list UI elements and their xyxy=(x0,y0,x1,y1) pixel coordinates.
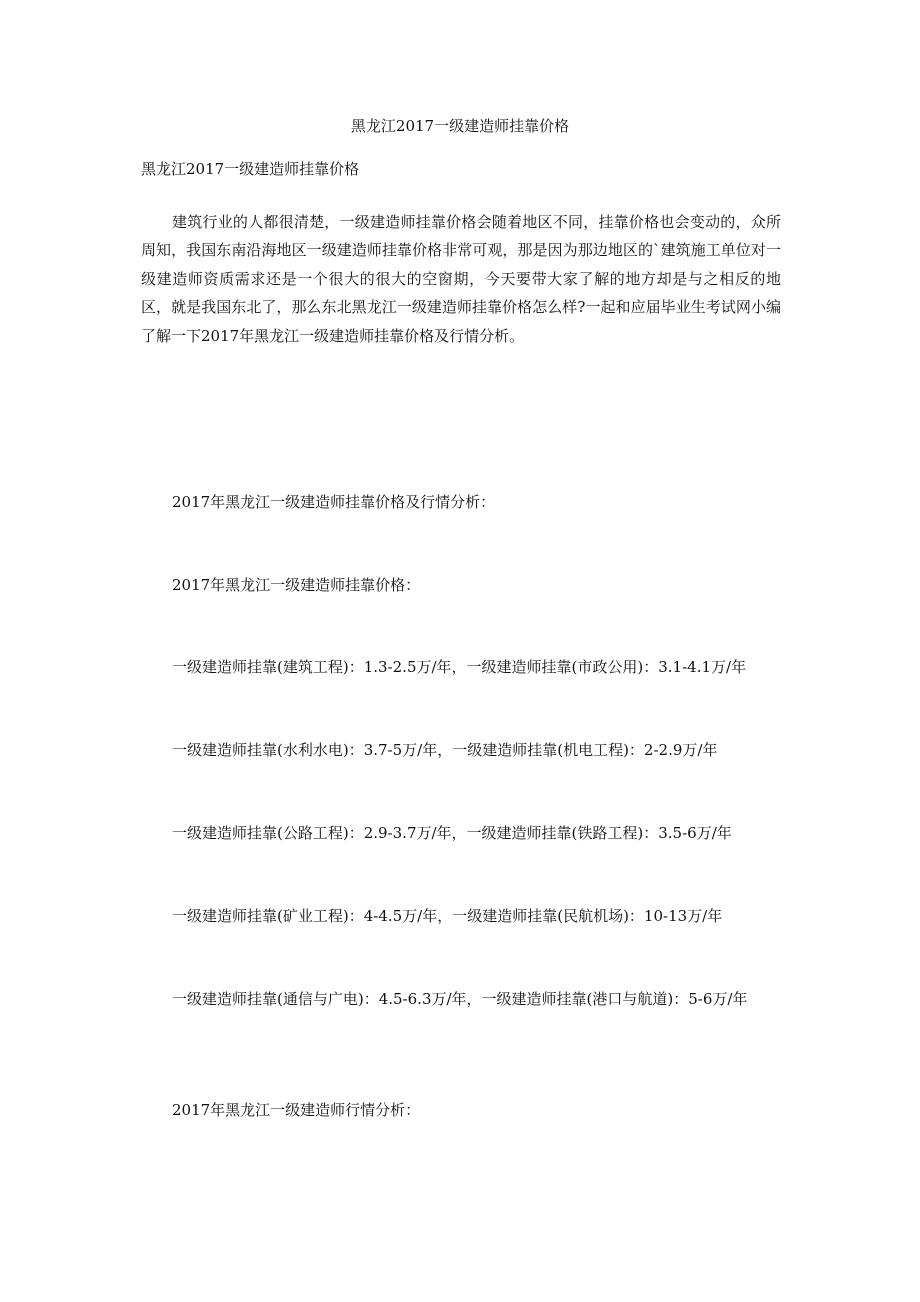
price-line: 一级建造师挂靠(矿业工程)：4-4.5万/年，一级建造师挂靠(民航机场)：10-13万/年 xyxy=(172,907,723,925)
document-subtitle: 黑龙江2017一级建造师挂靠价格 xyxy=(141,160,360,178)
document-title: 黑龙江2017一级建造师挂靠价格 xyxy=(350,117,570,135)
price-line: 一级建造师挂靠(建筑工程)：1.3-2.5万/年，一级建造师挂靠(市政公用)：3.1-4.1万/年 xyxy=(172,658,747,676)
analysis-heading: 2017年黑龙江一级建造师行情分析： xyxy=(172,1101,421,1119)
price-line: 一级建造师挂靠(通信与广电)：4.5-6.3万/年，一级建造师挂靠(港口与航道)：5-6万/年 xyxy=(172,990,748,1008)
price-line: 一级建造师挂靠(公路工程)：2.9-3.7万/年，一级建造师挂靠(铁路工程)：3.5-6万/年 xyxy=(172,824,732,842)
price-line: 一级建造师挂靠(水利水电)：3.7-5万/年，一级建造师挂靠(机电工程)：2-2.9万/年 xyxy=(172,741,718,759)
intro-paragraph: 建筑行业的人都很清楚，一级建造师挂靠价格会随着地区不同，挂靠价格也会变动的，众所周知，我国东南沿海地区一级建造师挂靠价格非常可观，那是因为那边地区的`建筑施工单位对一级建造师资质需求还是一个很大的很大的空窗期，今天要带大家了解的地方却是与之相反的地区，就是我国东北了，那么东北黑龙江一级建造师挂靠价格怎么样?一起和应届毕业生考试网小编了解一下2017年黑龙江一级建造师挂靠价格及行情分析。 xyxy=(141,213,781,345)
price-heading: 2017年黑龙江一级建造师挂靠价格： xyxy=(172,576,421,594)
section-heading: 2017年黑龙江一级建造师挂靠价格及行情分析： xyxy=(172,493,496,511)
